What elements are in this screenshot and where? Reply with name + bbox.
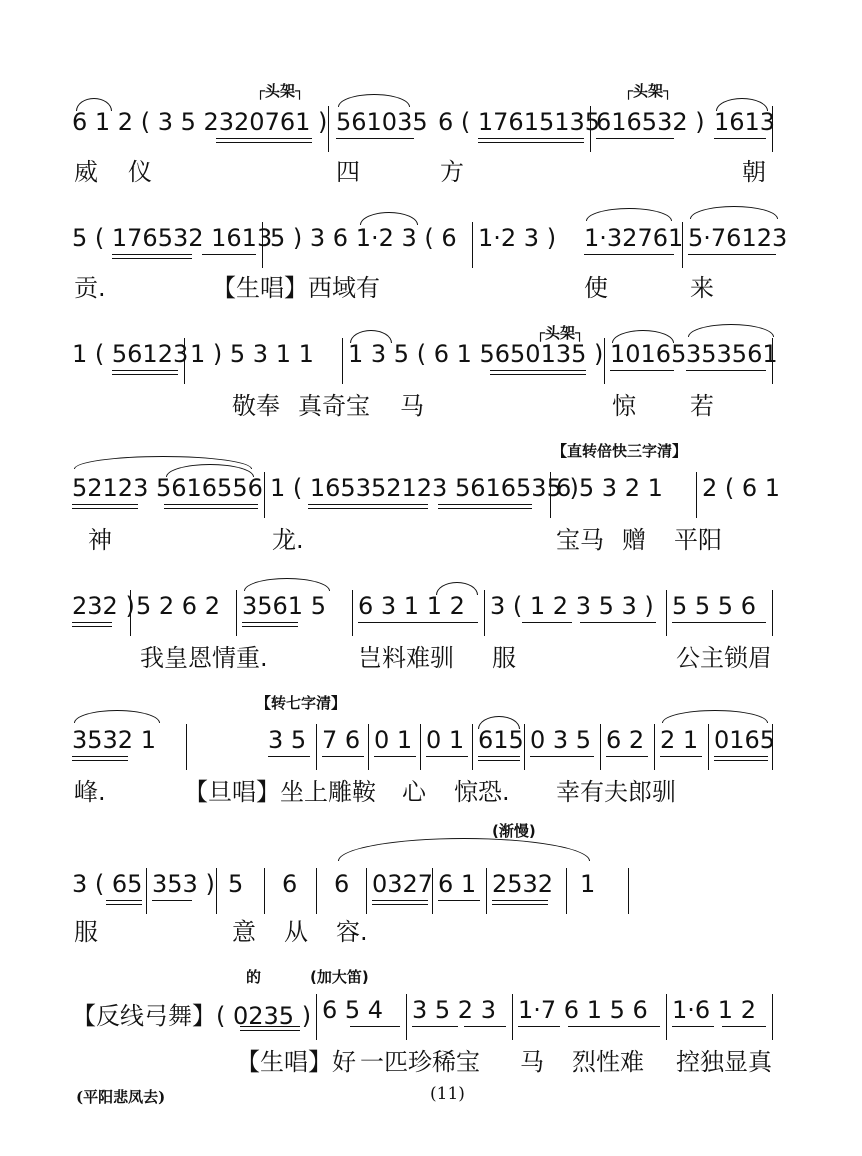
lyric: 惊恐. <box>454 778 510 806</box>
notation-measure: 5 5 5 6 <box>672 592 756 620</box>
underline <box>308 504 428 505</box>
notation-measure: 5 ( 176532 1613 <box>72 224 273 252</box>
barline <box>472 222 473 268</box>
underline <box>438 504 532 505</box>
notation-measure: 615 <box>478 726 524 754</box>
underline <box>714 138 766 139</box>
notation-measure: 1 ) 5 3 1 1 <box>190 340 314 368</box>
notation-measure: 1613 <box>714 108 776 136</box>
barline <box>666 994 667 1040</box>
lyric: 敬奉 <box>232 392 280 420</box>
underline <box>72 508 138 509</box>
slur <box>586 208 672 221</box>
notation-measure: 6 1 <box>438 870 477 898</box>
underline <box>478 760 520 761</box>
lyric: 马 <box>520 1048 544 1076</box>
underline <box>72 626 112 627</box>
slur <box>338 838 590 861</box>
underline <box>268 756 310 757</box>
underline <box>478 142 584 143</box>
lyric: 方 <box>440 158 464 186</box>
notation-measure: 3 5 2 3 <box>412 996 496 1024</box>
barline <box>130 590 131 636</box>
barline <box>654 724 655 770</box>
underline <box>72 504 138 505</box>
barline <box>472 724 473 770</box>
underline <box>374 756 416 757</box>
underline <box>580 622 656 623</box>
barline <box>342 338 343 384</box>
source-title: (平阳悲凤去) <box>76 1088 166 1106</box>
notation-measure: 1 <box>580 870 596 898</box>
barline <box>352 590 353 636</box>
notation-measure: 353561 <box>686 340 778 368</box>
barline <box>366 868 367 914</box>
barline <box>264 868 265 914</box>
underline <box>522 622 572 623</box>
slur <box>716 98 768 111</box>
notation-measure: 6 <box>334 870 350 898</box>
barline <box>264 472 265 518</box>
annotation-label: 的 <box>246 968 262 986</box>
section-label: 【转七字清】 <box>256 694 347 712</box>
slur <box>74 710 160 723</box>
barline <box>316 724 317 770</box>
barline <box>600 724 601 770</box>
slur <box>690 206 778 219</box>
lyric: 我皇恩情重. <box>140 644 268 672</box>
underline <box>714 756 768 757</box>
notation-measure: 2532 <box>492 870 554 898</box>
underline <box>164 508 258 509</box>
underline <box>426 756 468 757</box>
barline <box>316 868 317 914</box>
underline <box>372 900 428 901</box>
underline <box>492 904 548 905</box>
underline <box>412 1026 458 1027</box>
notation-measure: 0 3 5 <box>530 726 592 754</box>
slur <box>612 330 674 343</box>
underline <box>72 622 112 623</box>
underline <box>112 258 192 259</box>
lyric: 容. <box>336 918 368 946</box>
underline <box>372 904 428 905</box>
toujia-bracket: ┌头架┐ <box>536 324 585 342</box>
underline <box>106 904 142 905</box>
barline <box>316 994 317 1040</box>
underline <box>240 1030 300 1031</box>
lyric: 四 <box>336 158 360 186</box>
lyric: 宝马 <box>556 526 604 554</box>
underline <box>438 900 480 901</box>
barline <box>432 868 433 914</box>
lyric: 幸有夫郎驯 <box>556 778 676 806</box>
lyric: 使 <box>584 274 608 302</box>
underline <box>242 622 298 623</box>
barline <box>682 222 683 268</box>
underline <box>490 370 586 371</box>
notation-measure: 7 6 <box>322 726 361 754</box>
lyric: 心 <box>402 778 426 806</box>
lyric: 服 <box>492 644 516 672</box>
barline <box>146 868 147 914</box>
underline <box>584 254 674 255</box>
notation-measure: 52123 5616556 <box>72 474 263 502</box>
toujia-bracket: ┌头架┐ <box>256 82 305 100</box>
notation-measure: 6 1 2 ( 3 5 2320761 ) <box>72 108 328 136</box>
notation-measure: 6 <box>282 870 298 898</box>
barline <box>236 590 237 636</box>
lyric: 来 <box>690 274 714 302</box>
notation-measure: 1·7 6 1 5 6 <box>518 996 648 1024</box>
notation-measure: 1 3 5 ( 6 1 5650135 ) <box>348 340 604 368</box>
barline <box>772 590 773 636</box>
notation-measure: 3 ( 65 <box>72 870 143 898</box>
slur <box>350 330 392 343</box>
lyric: 【生唱】西域有 <box>212 274 380 302</box>
underline <box>112 254 192 255</box>
lyric: 马 <box>400 392 424 420</box>
underline <box>530 756 594 757</box>
lyric: 赠 <box>622 526 646 554</box>
underline <box>308 508 428 509</box>
lyric: 控独显真 <box>676 1048 772 1076</box>
barline <box>590 106 591 152</box>
underline <box>112 370 178 371</box>
notation-measure: 6 3 1 1 2 <box>358 592 465 620</box>
lyric: 一匹珍稀宝 <box>360 1048 480 1076</box>
underline <box>438 508 532 509</box>
notation-measure: 10165 <box>610 340 687 368</box>
underline <box>350 1026 400 1027</box>
barline <box>666 590 667 636</box>
barline <box>550 472 551 518</box>
barline <box>262 222 263 268</box>
barline <box>328 106 329 152</box>
underline <box>240 1026 300 1027</box>
slur <box>478 716 520 729</box>
barline <box>420 724 421 770</box>
lyric: 惊 <box>612 392 636 420</box>
barline <box>696 472 697 518</box>
notation-measure: 5·76123 <box>688 224 788 252</box>
underline <box>722 1026 766 1027</box>
notation-measure: 3532 1 <box>72 726 156 754</box>
tempo-label: (渐慢) <box>492 822 536 840</box>
lyric: 威 <box>74 158 98 186</box>
barline <box>186 724 187 770</box>
underline <box>518 1026 560 1027</box>
notation-measure: 616532 ) <box>596 108 705 136</box>
notation-measure: 1·6 1 2 <box>672 996 756 1024</box>
barline <box>772 724 773 770</box>
annotation-label: (加大笛) <box>310 968 369 986</box>
underline <box>568 1026 660 1027</box>
underline <box>714 760 768 761</box>
barline <box>566 868 567 914</box>
lyric: 仪 <box>128 158 152 186</box>
notation-measure: 3 ( 1 2 3 5 3 ) <box>490 592 654 620</box>
underline <box>478 756 520 757</box>
barline <box>484 590 485 636</box>
underline <box>596 138 674 139</box>
lyric: 从 <box>284 918 308 946</box>
underline <box>490 374 586 375</box>
barline <box>772 994 773 1040</box>
underline <box>606 756 648 757</box>
barline <box>772 338 773 384</box>
notation-measure: 1·2 3 ) <box>478 224 557 252</box>
underline <box>152 900 192 901</box>
notation-measure: 5 2 6 2 <box>136 592 220 620</box>
lyric: 【旦唱】坐上雕鞍 <box>184 778 376 806</box>
tempo-label: 【直转倍快三字清】 <box>552 442 688 460</box>
slur <box>360 212 418 225</box>
slur <box>76 98 112 111</box>
notation-measure: 232 ) <box>72 592 135 620</box>
lyric: 龙. <box>272 526 304 554</box>
notation-measure: 6 5 3 2 1 <box>556 474 663 502</box>
lyric: 公主锁眉 <box>676 644 772 672</box>
lyric: 意 <box>232 918 256 946</box>
notation-measure: 1 ( 165352123 5616535 ) <box>270 474 579 502</box>
lyric: 朝 <box>742 158 766 186</box>
barline <box>604 338 605 384</box>
slur <box>688 324 774 337</box>
slur <box>662 710 768 723</box>
toujia-bracket: ┌头架┐ <box>624 82 673 100</box>
notation-measure: 0165 <box>714 726 776 754</box>
slur <box>244 578 330 591</box>
barline <box>512 994 513 1040</box>
underline <box>112 374 178 375</box>
notation-measure: 5 ) 3 6 1·2 3 ( 6 <box>270 224 457 252</box>
underline <box>672 622 766 623</box>
lyric: 贡. <box>74 274 106 302</box>
underline <box>686 370 766 371</box>
underline <box>242 626 298 627</box>
notation-measure: 3 5 <box>268 726 307 754</box>
underline <box>660 756 702 757</box>
underline <box>322 756 364 757</box>
underline <box>464 1026 506 1027</box>
barline <box>486 868 487 914</box>
notation-measure: 6 2 <box>606 726 645 754</box>
notation-measure: 【反线弓舞】( 0235 ) <box>72 1002 312 1030</box>
notation-measure: 561035 <box>336 108 428 136</box>
notation-measure: 1·32761 <box>584 224 684 252</box>
notation-measure: 6 ( 17615135 <box>438 108 601 136</box>
lyric: 真奇宝 <box>298 392 370 420</box>
notation-measure: 1 ( 56123 <box>72 340 189 368</box>
underline <box>202 254 256 255</box>
lyric: 平阳 <box>674 526 722 554</box>
underline <box>72 760 128 761</box>
notation-measure: 0327 <box>372 870 434 898</box>
underline <box>164 504 258 505</box>
lyric: 【生唱】好 <box>236 1048 356 1076</box>
barline <box>216 868 217 914</box>
lyric: 神 <box>88 526 112 554</box>
barline <box>184 338 185 384</box>
lyric: 烈性难 <box>572 1048 644 1076</box>
lyric: 岂料难驯 <box>358 644 454 672</box>
lyric: 峰. <box>74 778 106 806</box>
barline <box>772 106 773 152</box>
underline <box>336 138 414 139</box>
underline <box>358 622 478 623</box>
underline <box>672 1026 714 1027</box>
barline <box>406 994 407 1040</box>
underline <box>106 900 142 901</box>
notation-measure: 3561 5 <box>242 592 326 620</box>
slur <box>436 582 478 595</box>
barline <box>524 724 525 770</box>
slur <box>338 94 410 107</box>
underline <box>610 370 674 371</box>
notation-measure: 2 1 <box>660 726 699 754</box>
barline <box>708 724 709 770</box>
notation-measure: 0 1 <box>426 726 465 754</box>
underline <box>216 142 312 143</box>
underline <box>688 254 776 255</box>
notation-measure: 0 1 <box>374 726 413 754</box>
page-number: (11) <box>430 1084 465 1104</box>
notation-measure: 2 ( 6 1 <box>702 474 781 502</box>
notation-measure: 353 ) <box>152 870 215 898</box>
notation-measure: 5 <box>228 870 244 898</box>
lyric: 若 <box>690 392 714 420</box>
underline <box>492 900 548 901</box>
underline <box>72 756 128 757</box>
barline <box>368 724 369 770</box>
lyric: 服 <box>74 918 98 946</box>
barline <box>628 868 629 914</box>
underline <box>216 138 312 139</box>
notation-measure: 6 5 4 <box>322 996 384 1024</box>
underline <box>478 138 584 139</box>
